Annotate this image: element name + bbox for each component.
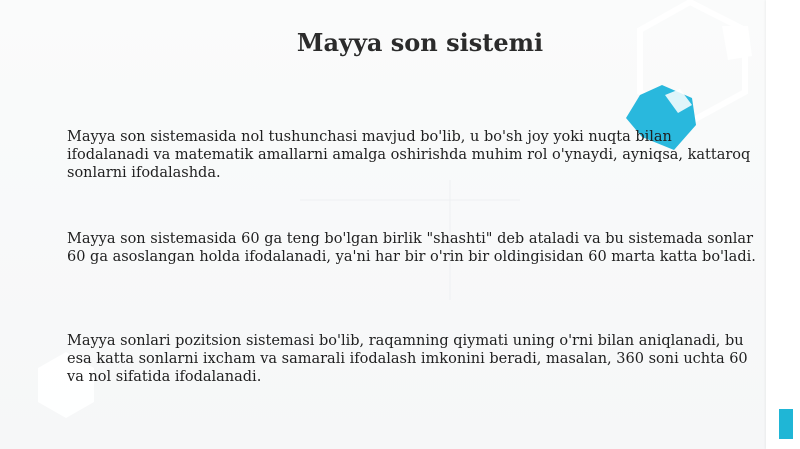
slide-title: Mayya son sistemi [296,28,544,57]
accent-bar [779,409,793,439]
paragraph-base-sixty: Mayya son sistemasida 60 ga teng bo'lgan birlik "shashti" deb ataladi va bu sistemada sonlar 60 ga asoslangan holda ifodalanadi, ya'ni har bir o'rin bir oldingisidan 60 marta katta bo'ladi. [67,231,756,265]
paragraph-zero-concept: Mayya son sistemasida nol tushunchasi mavjud bo'lib, u bo'sh joy yoki nuqta bilan ifodalanadi va matematik amallarni amalga oshirishda muhim rol o'ynaydi, ayniqsa, kattaroq sonlarni ifodalashda. [67,129,751,181]
paragraph-positional-system: Mayya sonlari pozitsion sistemasi bo'lib, raqamning qiymati uning o'rni bilan aniqlanadi, bu esa katta sonlarni ixcham va samarali ifodalash imkonini beradi, masalan, 360 soni uchta 60 va nol sifatida ifodalanadi. [67,333,748,385]
right-edge-panel [766,0,800,449]
